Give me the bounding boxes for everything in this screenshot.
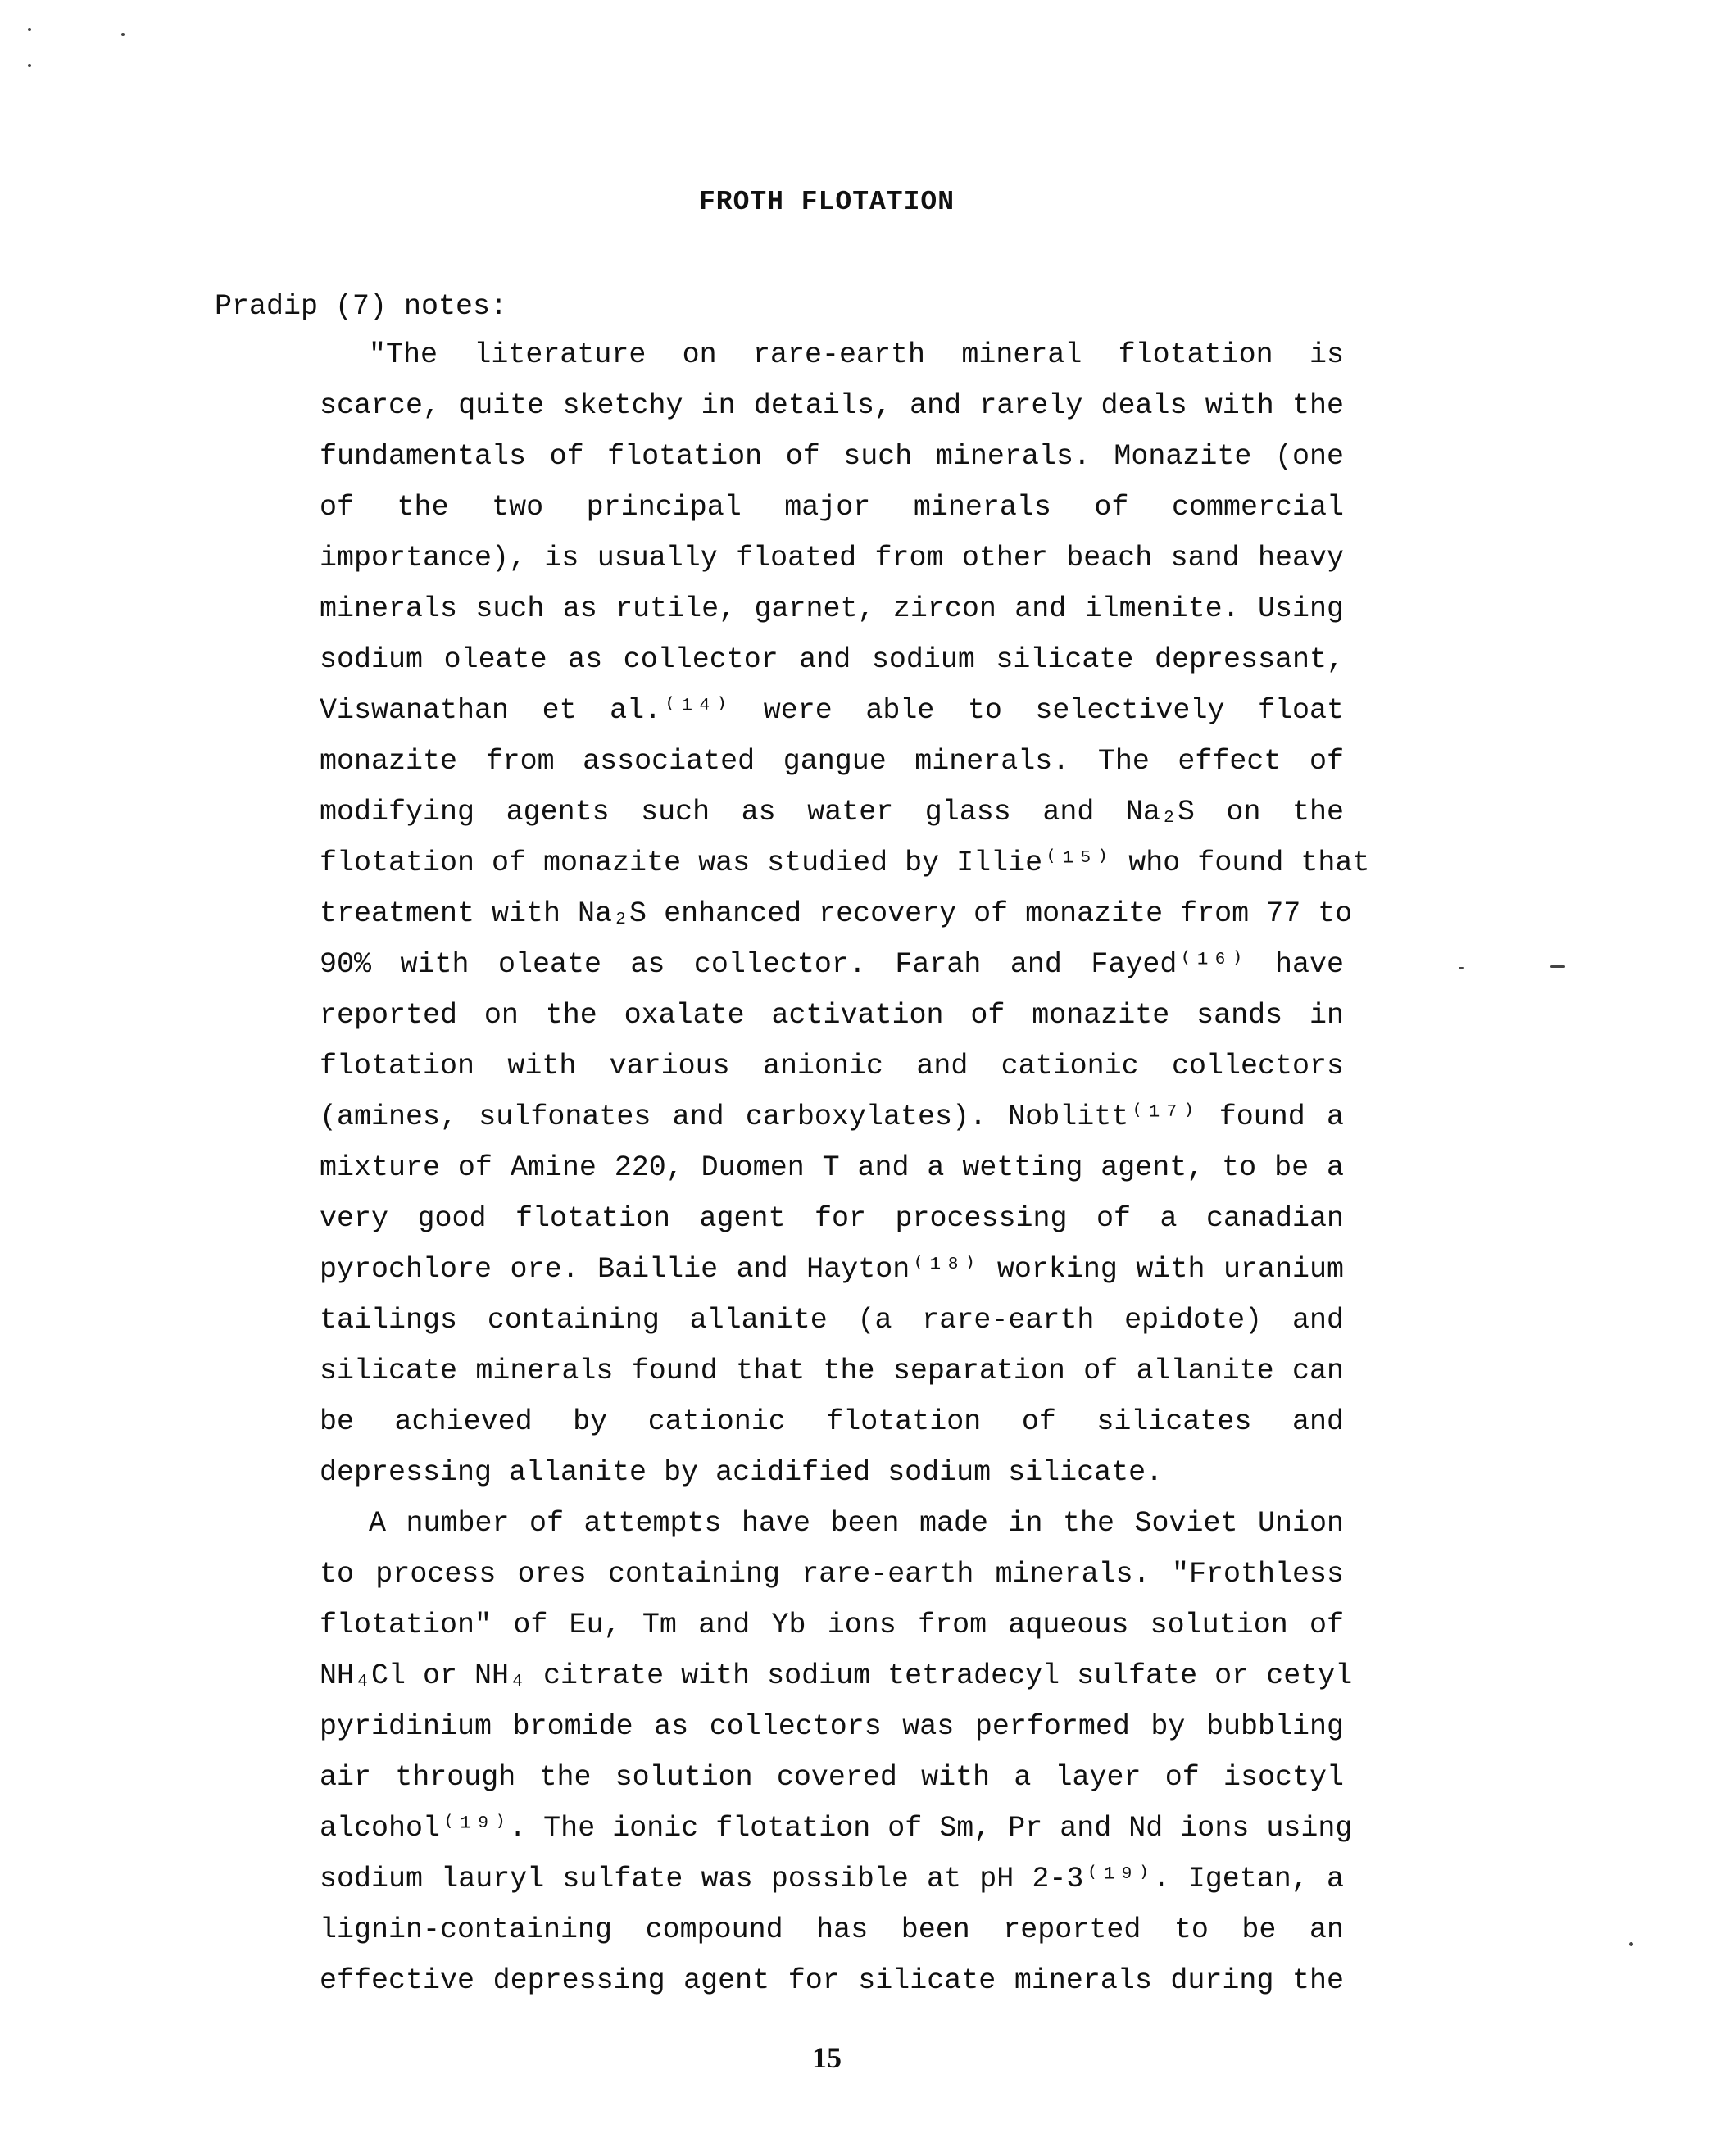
text-line: depressing allanite by acidified sodium silicate.: [320, 1456, 1164, 1489]
page-number: 15: [812, 2041, 842, 2074]
body-text: [320, 329, 1370, 2006]
text-line: flotation" of Eu, Tm and Yb ions from aqueous solution of: [320, 1609, 1344, 1641]
text-line: importance), is usually floated from other beach sand heavy: [320, 542, 1344, 574]
scan-speck: [28, 64, 31, 67]
scan-speck: [1550, 965, 1565, 968]
text-line: monazite from associated gangue minerals. The effect of: [320, 745, 1344, 778]
text-line: sodium lauryl sulfate was possible at pH 2-3⁽¹⁹⁾. Igetan, a: [320, 1863, 1344, 1895]
section-heading: FROTH FLOTATION: [698, 187, 955, 217]
text-line: treatment with Na₂S enhanced recovery of monazite from 77 to: [320, 897, 1353, 930]
text-line: reported on the oxalate activation of monazite sands in: [320, 999, 1344, 1032]
text-line: pyridinium bromide as collectors was performed by bubbling: [320, 1710, 1344, 1743]
text-line: flotation with various anionic and cationic collectors: [320, 1050, 1344, 1083]
scan-speck: [28, 28, 31, 31]
text-line: of the two principal major minerals of commercial: [320, 491, 1344, 524]
text-line: fundamentals of flotation of such minerals. Monazite (one: [320, 440, 1344, 473]
scan-speck: [1629, 1942, 1633, 1946]
text-line: very good flotation agent for processing of a canadian: [320, 1202, 1344, 1235]
text-line: scarce, quite sketchy in details, and rarely deals with the: [320, 389, 1344, 422]
intro-line: Pradip (7) notes:: [215, 290, 508, 323]
text-line: air through the solution covered with a layer of isoctyl: [320, 1761, 1344, 1794]
text-line: flotation of monazite was studied by Illie⁽¹⁵⁾ who found that: [320, 847, 1370, 879]
scan-speck: [121, 33, 125, 36]
text-line: modifying agents such as water glass and Na₂S on the: [320, 796, 1344, 828]
text-line: silicate minerals found that the separation of allanite can: [320, 1355, 1344, 1387]
text-line: mixture of Amine 220, Duomen T and a wetting agent, to be a: [320, 1151, 1344, 1184]
text-line: pyrochlore ore. Baillie and Hayton⁽¹⁸⁾ working with uranium: [320, 1253, 1344, 1286]
text-line: be achieved by cationic flotation of silicates and: [320, 1405, 1344, 1438]
text-line: effective depressing agent for silicate minerals during the: [320, 1964, 1344, 1997]
text-line: lignin-containing compound has been reported to be an: [320, 1913, 1344, 1946]
text-line: A number of attempts have been made in the Soviet Union: [369, 1507, 1344, 1540]
text-line: 90% with oleate as collector. Farah and Fayed⁽¹⁶⁾ have: [320, 948, 1344, 981]
text-line: sodium oleate as collector and sodium silicate depressant,: [320, 643, 1344, 676]
text-line: alcohol⁽¹⁹⁾. The ionic flotation of Sm, Pr and Nd ions using: [320, 1812, 1353, 1845]
text-line: tailings containing allanite (a rare-earth epidote) and: [320, 1304, 1344, 1337]
text-line: (amines, sulfonates and carboxylates). Noblitt⁽¹⁷⁾ found a: [320, 1101, 1344, 1133]
text-line: "The literature on rare-earth mineral flotation is: [369, 338, 1344, 371]
text-line: minerals such as rutile, garnet, zircon and ilmenite. Using: [320, 592, 1344, 625]
text-line: NH₄Cl or NH₄ citrate with sodium tetradecyl sulfate or cetyl: [320, 1659, 1353, 1692]
text-line: to process ores containing rare-earth minerals. "Frothless: [320, 1558, 1344, 1591]
text-line: Viswanathan et al.⁽¹⁴⁾ were able to selectively float: [320, 694, 1344, 727]
scan-speck: [1459, 967, 1464, 969]
